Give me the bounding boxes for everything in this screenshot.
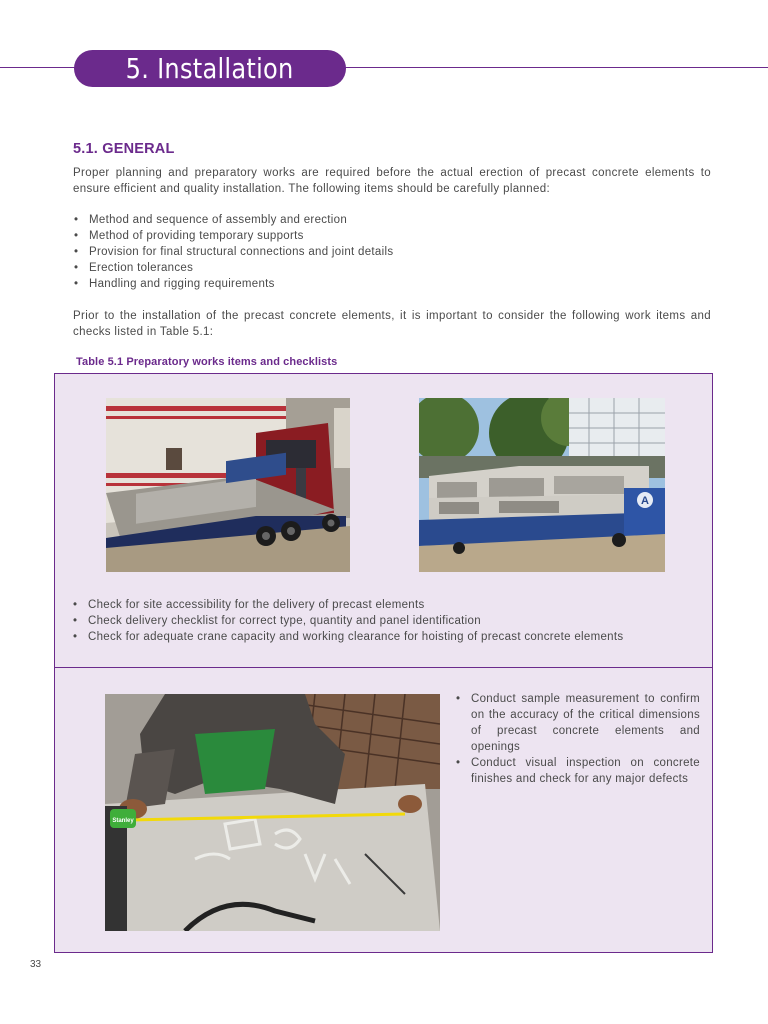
- list-item: • Check delivery checklist for correct type, quantity and panel identification: [72, 613, 702, 629]
- checklist-table: [54, 373, 713, 953]
- photo-truck-delivery: [106, 398, 350, 572]
- prior-paragraph: Prior to the installation of the precast concrete elements, it is important to consider the following work items and checks listed in Table 5.1:: [73, 310, 711, 338]
- list-item: • Check for site accessibility for the delivery of precast elements: [72, 597, 702, 613]
- list-item: • Conduct sample measurement to confirm on the accuracy of the critical dimensions of precast concrete elements and openings: [455, 691, 700, 755]
- photo-tape-measurement: [105, 694, 440, 931]
- section-heading: 5.1. GENERAL: [73, 141, 175, 157]
- intro-paragraph: Proper planning and preparatory works are required before the actual erection of precast concrete elements to ensure efficient and quality installation. The following items should be carefully planned:: [73, 167, 711, 195]
- list-item: • Check for adequate crane capacity and working clearance for hoisting of precast concrete elements: [72, 629, 702, 645]
- table-row-divider: [55, 667, 712, 668]
- table-caption: Table 5.1 Preparatory works items and checklists: [76, 356, 338, 368]
- planning-list: [73, 212, 393, 292]
- list-item: • Method of providing temporary supports: [73, 228, 393, 244]
- list-item: • Conduct visual inspection on concrete finishes and check for any major defects: [455, 755, 700, 787]
- chapter-title: 5. Installation: [126, 52, 294, 85]
- trailer-marker-label: A: [641, 495, 649, 507]
- delivery-checklist: [72, 597, 702, 645]
- tape-brand-label: Stanley: [112, 818, 134, 824]
- inspection-checklist: [455, 691, 700, 787]
- list-item: • Method and sequence of assembly and erection: [73, 212, 393, 228]
- page-number: 33: [30, 959, 42, 970]
- list-item: • Handling and rigging requirements: [73, 276, 393, 292]
- photo-trailer-precast-units: [419, 398, 665, 572]
- chapter-banner: [74, 50, 346, 87]
- list-item: • Provision for final structural connections and joint details: [73, 244, 393, 260]
- list-item: • Erection tolerances: [73, 260, 393, 276]
